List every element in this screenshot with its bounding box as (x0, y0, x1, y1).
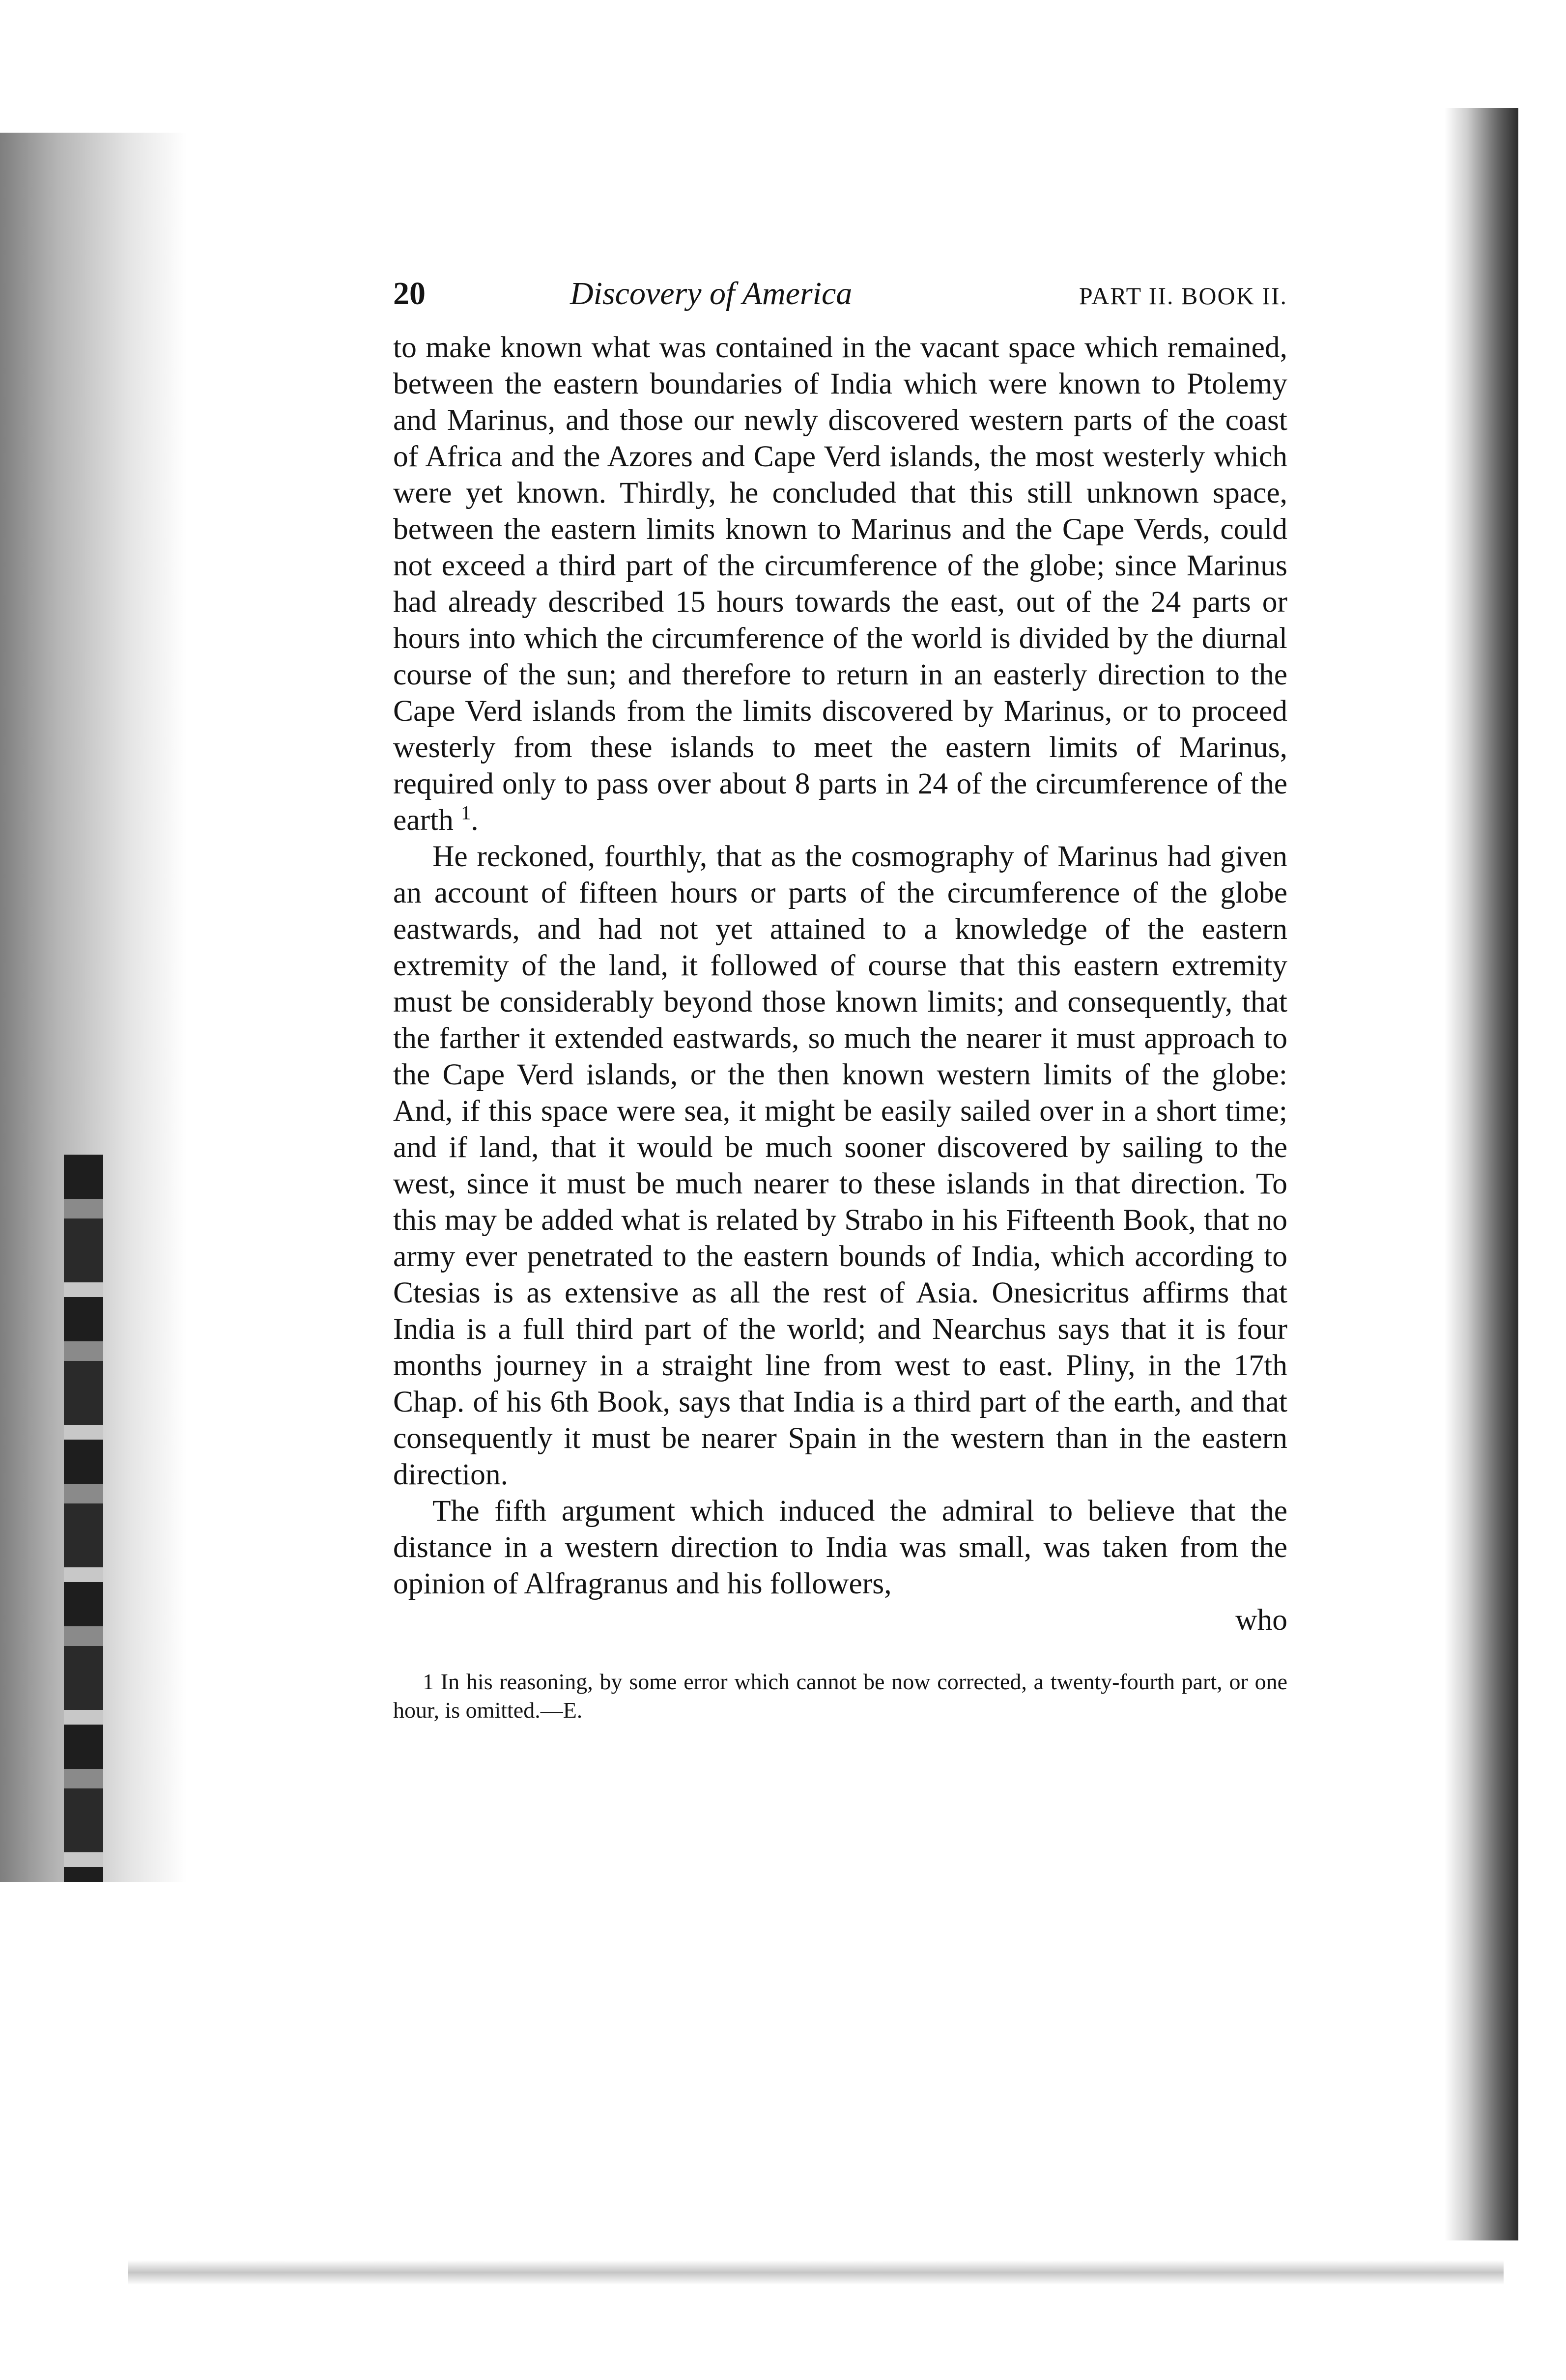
scan-edge-right (1445, 108, 1518, 2240)
paragraph-2: He reckoned, fourthly, that as the cosmography of Marinus had given an account of fifteen hours or parts of the circumference of the globe eastwards, and had not yet attained to a knowledge of the eastern extremity of the land, it followed of course that this eastern extremity must be considerably beyond those known limits; and consequently, that the farther it extended eastwards, so much the nearer it must approach to the Cape Verd islands, or the then known western limits of the globe: And, if this space were sea, it might be easily sailed over in a short time; and if land, that it would be much sooner discovered by sailing to the west, since it must be much nearer to these islands in that direction. To this may be added what is related by Strabo in his Fifteenth Book, that no army ever penetrated to the eastern bounds of India, which according to Ctesias is as extensive as all the rest of Asia. Onesicritus affirms that India is a full third part of the world; and Nearchus says that it is four months journey in a straight line from west to east. Pliny, in the 17th Chap. of his 6th Book, says that India is a third part of the earth, and that consequently it must be nearer Spain in the western than in the eastern direction. (393, 840, 1287, 1491)
footnote: 1 In his reasoning, by some error which cannot be now corrected, a twenty-fourth part, or one hour, is omitted.—E. (393, 1669, 1287, 1723)
paragraph-1-text: to make known what was contained in the vacant space which remained, between the eastern boundaries of India which were known to Ptolemy and Marinus, and those our newly discovered western parts of the coast of Africa and the Azores and Cape Verd islands, the most westerly which were yet known. Thirdly, he concluded that this still unknown space, between the eastern limits known to Marinus and the Cape Verds, could not exceed a third part of the circumference of the globe; since Marinus had already described 15 hours towards the east, out of the 24 parts or hours into which the circumference of the world is divided by the diurnal course of the sun; and therefore to return in an easterly direction to the Cape Verd islands from the limits discovered by Marinus, or to proceed westerly from these islands to meet the eastern limits of Marinus, required only to pass over about 8 parts in 24 of the circumference of the earth (393, 331, 1287, 837)
part-book-label: PART II. BOOK II. (1079, 282, 1287, 310)
scan-binding-marks (64, 1155, 103, 1882)
body-text (393, 329, 1287, 1638)
footnote-reference: 1 (461, 801, 471, 824)
page-content (393, 275, 1287, 1725)
scan-edge-bottom (128, 2260, 1504, 2285)
running-head (393, 275, 1287, 312)
catchword: who (1235, 1603, 1287, 1637)
paragraph-1: to make known what was contained in the vacant space which remained, between the eastern boundaries of India which were known to Ptolemy and Marinus, and those our newly discovered western parts of the coast of Africa and the Azores and Cape Verd islands, the most westerly which were yet known. Thirdly, he concluded that this still unknown space, between the eastern limits known to Marinus and the Cape Verds, could not exceed a third part of the circumference of the globe; since Marinus had already described 15 hours towards the east, out of the 24 parts or hours into which the circumference of the world is divided by the diurnal course of the sun; and therefore to return in an easterly direction to the Cape Verd islands from the limits discovered by Marinus, or to proceed westerly from these islands to meet the eastern limits of Marinus, required only to pass over about 8 parts in 24 of the circumference of the earth $^1$. (393, 331, 1287, 837)
page-number: 20 (393, 276, 426, 312)
paragraph-3: The fifth argument which induced the admiral to believe that the distance in a western direction to India was small, was taken from the opinion of Alfragranus and his followers, (393, 1494, 1287, 1600)
running-title: Discovery of America (570, 276, 853, 312)
